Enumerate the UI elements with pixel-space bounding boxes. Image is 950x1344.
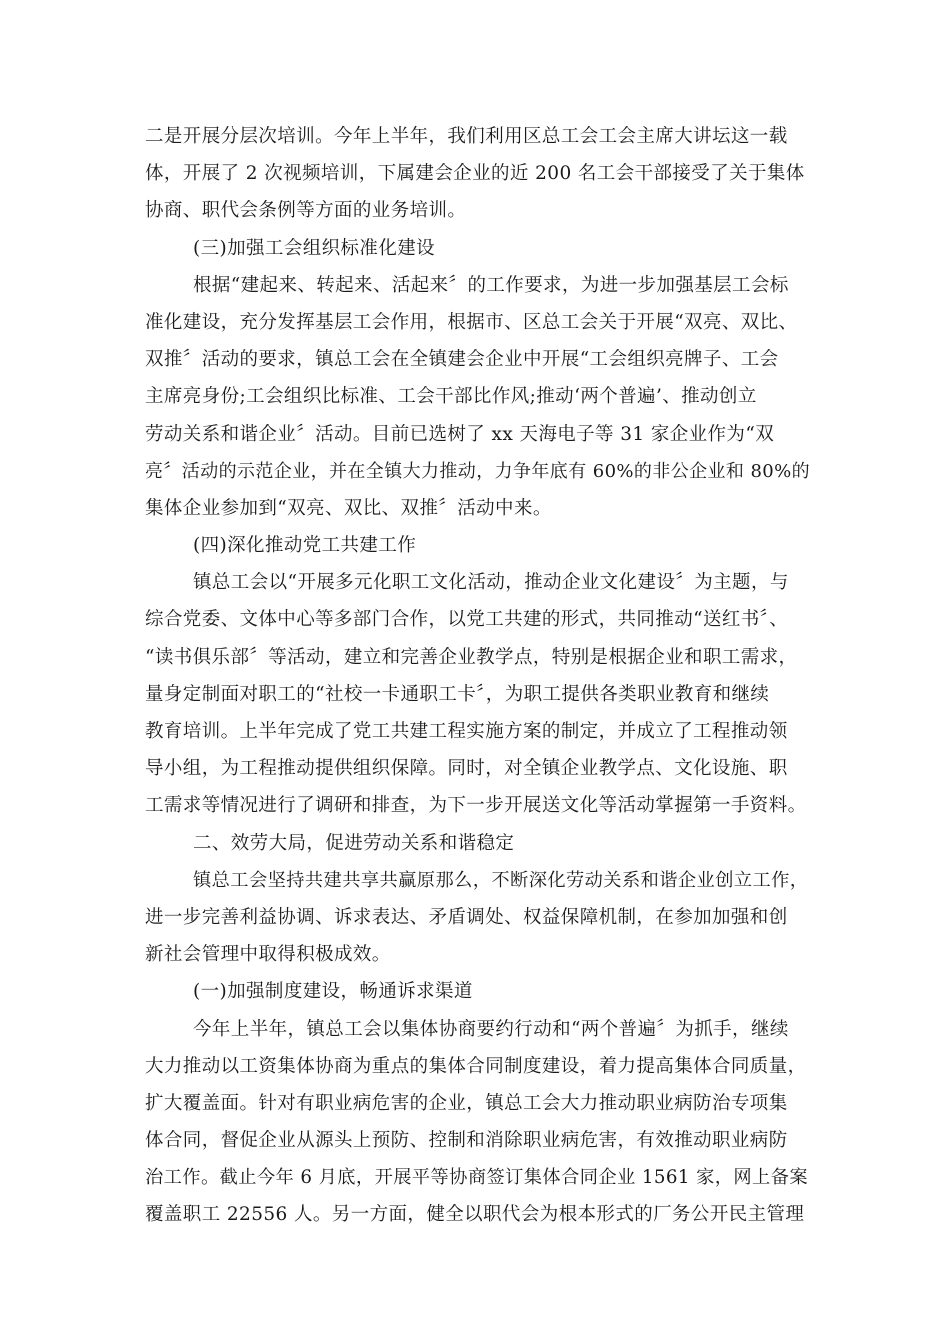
text-line: 体合同，督促企业从源头上预防、控制和消除职业病危害，有效推动职业病防 [145,1130,788,1152]
text-line: 覆盖职工 22556 人。另一方面，健全以职代会为根本形式的厂务公开民主管理 [145,1204,805,1226]
text-line: 综合党委、文体中心等多部门合作，以党工共建的形式，共同推动“送红书〞、 [145,609,789,631]
text-line: 集体企业参加到“双亮、双比、双推〞活动中来。 [145,497,552,519]
text-line: 双推〞活动的要求，镇总工会在全镇建会企业中开展“工会组织亮牌子、工会 [145,349,779,371]
text-line: 治工作。截止今年 6 月底，开展平等协商签订集体合同企业 1561 家，网上备案 [145,1167,809,1189]
text-line: 二是开展分层次培训。今年上半年，我们利用区总工会工会主席大讲坛这一载 [145,126,788,147]
text-line: 大力推动以工资集体协商为重点的集体合同制度建设，着力提高集体合同质量， [145,1055,807,1077]
text-line: 扩大覆盖面。针对有职业病危害的企业，镇总工会大力推动职业病防治专项集 [145,1092,788,1114]
text-line: 镇总工会坚持共建共享共赢原那么，不断深化劳动关系和谐企业创立工作， [193,869,809,891]
text-line: 根据“建起来、转起来、活起来〞的工作要求，为进一步加强基层工会标 [193,274,789,296]
text-line: 进一步完善利益协调、诉求表达、矛盾调处、权益保障机制，在参加加强和创 [145,906,788,928]
text-line: 教育培训。上半年完成了党工共建工程实施方案的制定，并成立了工程推动领 [145,721,788,742]
text-line: 劳动关系和谐企业〞活动。目前已选树了 xx 天海电子等 31 家企业作为“双 [145,423,775,445]
text-line: 量身定制面对职工的“社校一卡通职工卡〞，为职工提供各类职业教育和继续 [145,683,770,705]
text-line: (三)加强工会组织标准化建设 [193,237,436,259]
text-line: (四)深化推动党工共建工作 [193,535,417,557]
text-line: 准化建设，充分发挥基层工会作用，根据市、区总工会关于开展“双亮、双比、 [145,311,798,333]
text-line: 新社会管理中取得积极成效。 [145,944,391,966]
text-line: 镇总工会以“开展多元化职工文化活动，推动企业文化建设〞为主题，与 [193,572,789,594]
text-line: 体，开展了 2 次视频培训，下属建会企业的近 200 名工会干部接受了关于集体 [145,163,805,185]
text-line: 二、效劳大局，促进劳动关系和谐稳定 [193,832,515,854]
text-line: 导小组，为工程推动提供组织保障。同时，对全镇企业教学点、文化设施、职 [145,758,788,780]
document-body [145,118,815,1234]
text-line: 亮〞活动的示范企业，并在全镇大力推动，力争年底有 60%的非公企业和 80%的 [145,460,811,482]
text-line: (一)加强制度建设，畅通诉求渠道 [193,981,473,1003]
text-line: 主席亮身份;工会组织比标准、工会干部比作风;推动‘两个普遍’、推动创立 [145,386,757,408]
text-line: 今年上半年，镇总工会以集体协商要约行动和“两个普遍〞为抓手，继续 [193,1018,789,1040]
text-line: 协商、职代会条例等方面的业务培训。 [145,200,467,222]
text-line: “读书俱乐部〞等活动，建立和完善企业教学点，特别是根据企业和职工需求， [145,646,798,668]
text-line: 工需求等情况进行了调研和排查，为下一步开展送文化等活动掌握第一手资料。 [145,795,807,817]
